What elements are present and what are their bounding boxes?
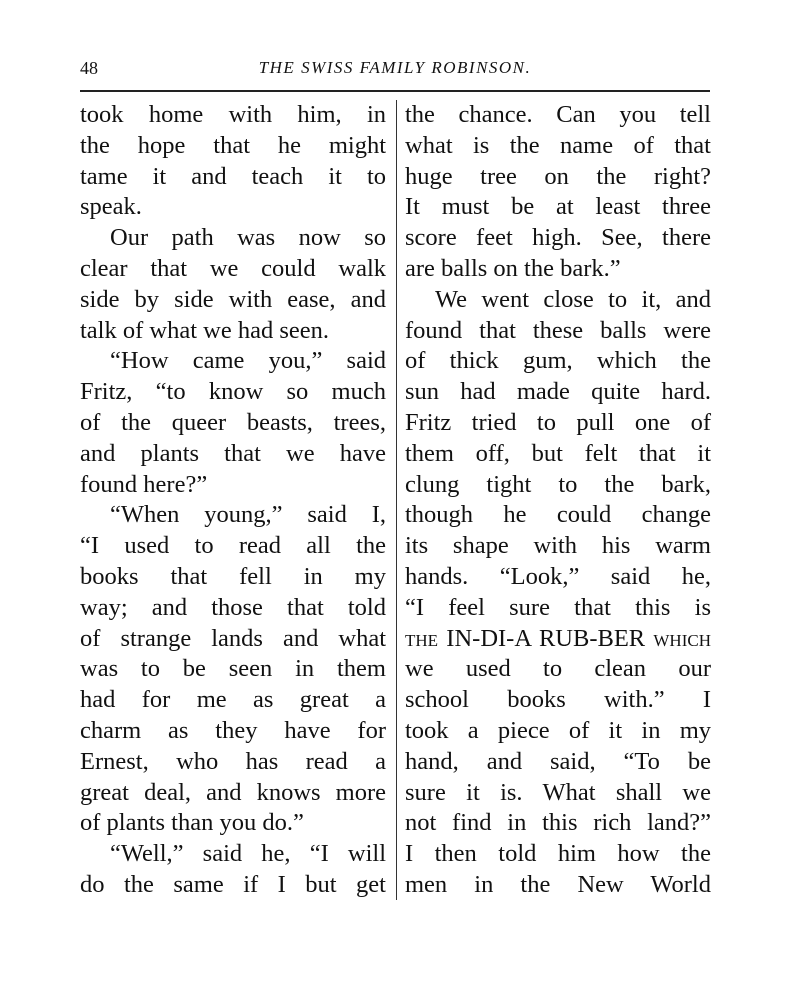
text-line: we used to clean our <box>405 655 711 683</box>
text-line: men in the New World <box>405 870 711 898</box>
text-line: of thick gum, which the <box>405 347 711 375</box>
text-line: of plants than you do.” <box>80 809 304 837</box>
text-line: its shape with his warm <box>405 532 711 560</box>
text-line: found here?” <box>80 470 208 498</box>
text-line: Fritz, “to know so much <box>80 378 386 406</box>
page-header <box>80 58 710 86</box>
text-line: the hope that he might <box>80 131 386 159</box>
text-line: score feet high. See, there <box>405 224 711 252</box>
right-text-column <box>405 100 711 901</box>
text-line: “When young,” said I, <box>110 501 386 529</box>
text-line: It must be at least three <box>405 193 711 221</box>
text-line: what is the name of that <box>405 131 711 159</box>
text-line: are balls on the bark.” <box>405 254 621 282</box>
page-number: 48 <box>80 58 98 78</box>
text-line: “I feel sure that this is <box>405 593 711 621</box>
text-line: clung tight to the bark, <box>405 470 711 498</box>
text-line: We went close to it, and <box>435 285 711 313</box>
text-line: side by side with ease, and <box>80 285 386 313</box>
text-line: Our path was now so <box>110 224 386 252</box>
text-line: had for me as great a <box>80 686 386 714</box>
text-line: way; and those that told <box>80 593 386 621</box>
text-line: great deal, and knows more <box>80 778 386 806</box>
text-line: tame it and teach it to <box>80 162 386 190</box>
text-line: “Well,” said he, “I will <box>110 840 386 868</box>
text-line: of strange lands and what <box>80 624 386 652</box>
text-line: I then told him how the <box>405 840 711 868</box>
text-line: was to be seen in them <box>80 655 386 683</box>
text-line: school books with.” I <box>405 686 711 714</box>
left-text-column <box>80 100 386 901</box>
text-line: sure it is. What shall we <box>405 778 711 806</box>
text-line: and plants that we have <box>80 439 386 467</box>
text-line: books that fell in my <box>80 562 386 590</box>
text-line: “How came you,” said <box>110 347 386 375</box>
text-line: the IN-DI-A RUB-BER which <box>405 624 711 652</box>
text-line: the chance. Can you tell <box>405 101 711 128</box>
text-line: speak. <box>80 193 142 221</box>
text-line: took home with him, in <box>80 101 386 128</box>
text-line: charm as they have for <box>80 716 386 744</box>
text-line: hands. “Look,” said he, <box>405 562 711 590</box>
text-line: clear that we could walk <box>80 254 386 282</box>
text-line: found that these balls were <box>405 316 711 344</box>
text-line: not find in this rich land?” <box>405 809 711 837</box>
text-line: do the same if I but get <box>80 870 386 898</box>
text-line: talk of what we had seen. <box>80 316 329 344</box>
text-line: Fritz tried to pull one of <box>405 408 711 436</box>
text-line: sun had made quite hard. <box>405 378 711 406</box>
running-head: THE SWISS FAMILY ROBINSON. <box>258 58 532 77</box>
text-line: Ernest, who has read a <box>80 747 386 775</box>
text-line: “I used to read all the <box>80 532 386 560</box>
text-line: huge tree on the right? <box>405 162 711 190</box>
header-rule <box>80 90 710 92</box>
column-divider <box>396 100 397 900</box>
text-line: of the queer beasts, trees, <box>80 408 386 436</box>
text-line: them off, but felt that it <box>405 439 711 467</box>
text-line: though he could change <box>405 501 711 529</box>
text-line: took a piece of it in my <box>405 716 711 744</box>
text-line: hand, and said, “To be <box>405 747 711 775</box>
